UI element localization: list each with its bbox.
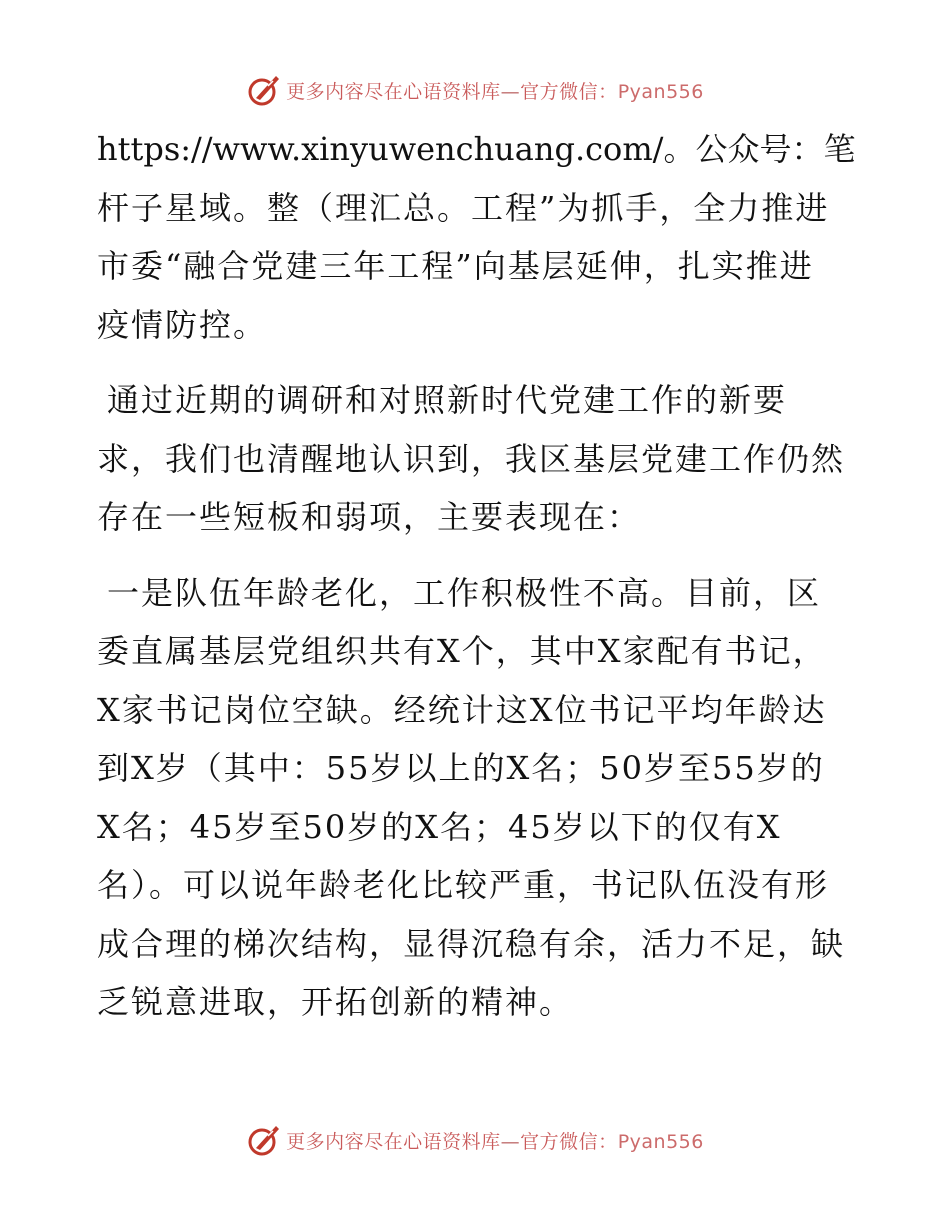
paragraph-1 <box>97 120 857 354</box>
paragraph-3-line-3: X家书记岗位空缺。经统计这X位书记平均年龄达 <box>97 690 827 729</box>
paragraph-3 <box>97 564 857 1032</box>
footer-banner <box>0 1120 950 1160</box>
quill-logo-icon <box>246 72 282 108</box>
paragraph-2 <box>97 371 857 547</box>
header-banner <box>0 70 950 110</box>
paragraph-3-line-7: 成合理的梯次结构，显得沉稳有余，活力不足，缺 <box>97 924 846 963</box>
banner-contact-label: 官方微信： <box>520 80 618 103</box>
paragraph-2-line-2: 求，我们也清醒地认识到，我区基层党建工作仍然 <box>97 439 846 478</box>
paragraph-3-line-2: 委直属基层党组织共有X个，其中X家配有书记， <box>97 632 827 670</box>
banner-separator: — <box>500 80 521 103</box>
paragraph-2-line-1: 通过近期的调研和对照新时代党建工作的新要 <box>107 381 788 419</box>
paragraph-3-line-1: 一是队伍年龄老化，工作积极性不高。目前，区 <box>107 573 822 612</box>
paragraph-2-line-3: 存在一些短板和弱项，主要表现在： <box>97 498 642 536</box>
quill-logo-icon <box>246 1122 282 1158</box>
paragraph-1-line-3: 市委“融合党建三年工程”向基层延伸，扎实推进 <box>97 247 814 285</box>
paragraph-1-line-4: 疫情防控。 <box>97 305 268 344</box>
paragraph-3-line-6: 名）。可以说年龄老化比较严重，书记队伍没有形 <box>97 866 830 904</box>
banner-contact-id: Pyan556 <box>617 80 704 103</box>
banner-text <box>286 77 704 104</box>
banner-brand-text: 更多内容尽在心语资料库 <box>286 80 501 103</box>
paragraph-3-line-4: 到X岁（其中：55岁以上的X名；50岁至55岁的 <box>97 749 825 787</box>
banner-contact-label: 官方微信： <box>520 1130 618 1153</box>
banner-brand-text: 更多内容尽在心语资料库 <box>286 1130 501 1153</box>
banner-text <box>286 1127 704 1154</box>
paragraph-1-line-1: https://www.xinyuwenchuang.com/。公众号：笔 <box>97 130 856 168</box>
document-body <box>97 120 857 1032</box>
banner-separator: — <box>500 1130 521 1153</box>
paragraph-3-line-5: X名；45岁至50岁的X名；45岁以下的仅有X <box>97 807 782 846</box>
paragraph-1-line-2: 杆子星域。整（理汇总。工程”为抓手，全力推进 <box>97 188 830 227</box>
paragraph-3-line-8: 乏锐意进取，开拓创新的精神。 <box>97 983 574 1021</box>
banner-contact-id: Pyan556 <box>617 1130 704 1153</box>
